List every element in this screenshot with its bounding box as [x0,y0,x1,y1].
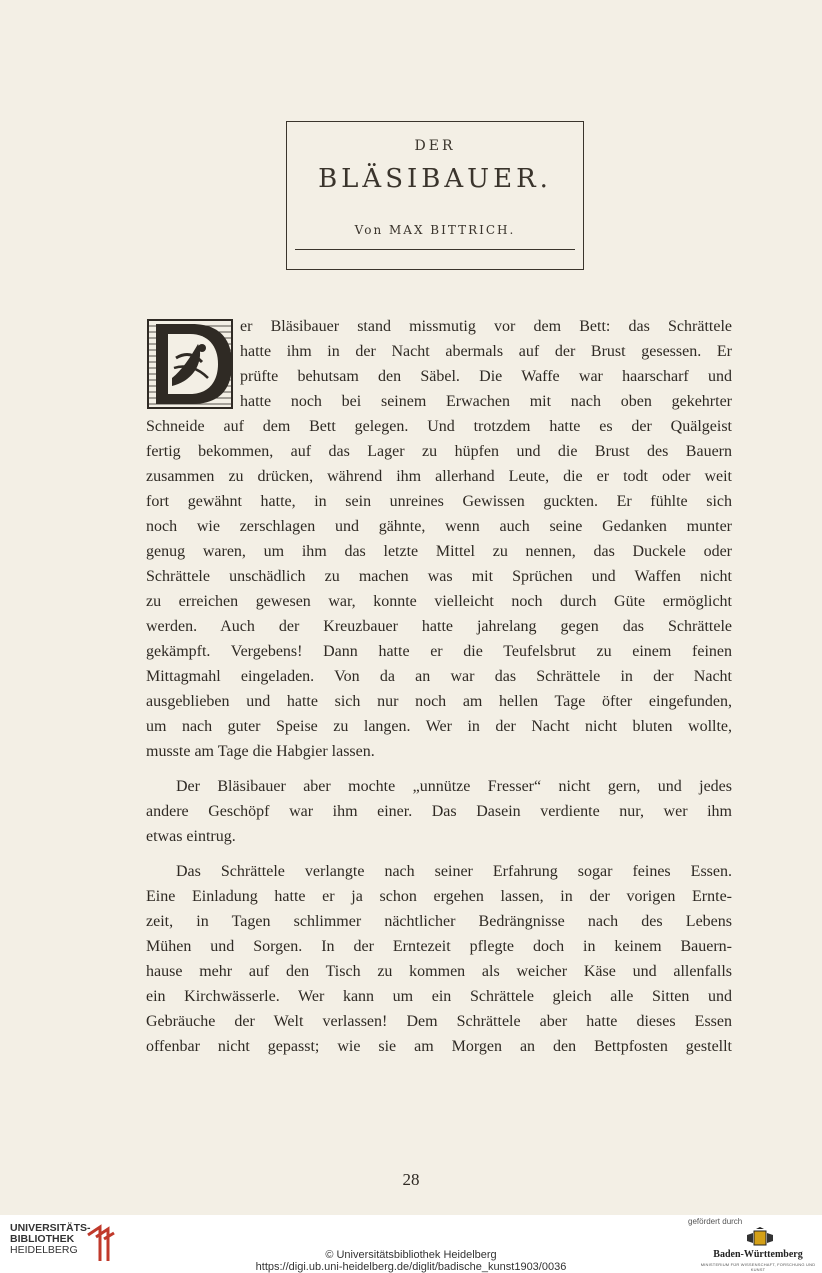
text-line: genug waren, um ihm das letzte Mittel zu nennen, das Duckele oder [146,543,732,560]
text-line: noch wie zerschlagen und gähnte, wenn auch seine Gedanken munter [146,518,732,535]
text-line: hatte ihm in der Nacht abermals auf der Brust gesessen. Er [240,343,732,360]
text-line: Mühen und Sorgen. In der Erntezeit pflegte doch in keinem Bauern- [146,938,732,955]
text-line: Schneide auf dem Bett gelegen. Und trotzdem hatte es der Quälgeist [146,418,732,435]
state-crest-icon [745,1227,775,1247]
text-line: er Bläsibauer stand missmutig vor dem Bett: das Schrättele [240,318,732,335]
text-line: ein Kirchwässerle. Wer kann um ein Schrättele gleich alle Sitten und [146,988,732,1005]
text-line: Der Bläsibauer aber mochte „unnütze Fresser“ nicht gern, und jedes [176,778,732,795]
text-line: um nach guter Speise zu langen. Wer in der Nacht nicht bluten wollte, [146,718,732,735]
text-line: offenbar nicht gepasst; wie sie am Morgen an den Bettpfosten gestellt [146,1038,732,1055]
text-line: Das Schrättele verlangte nach seiner Erfahrung sogar feines Essen. [176,863,732,880]
text-line: hause mehr auf den Tisch zu kommen als weicher Käse und allenfalls [146,963,732,980]
text-line: Eine Einladung hatte er ja schon ergehen lassen, in der vorigen Ernte- [146,888,732,905]
text-line: fort gewähnt hatte, in sein unreines Gewissen guckten. Er fühlte sich [146,493,732,510]
footer-bar [0,1215,822,1273]
copyright-text: © Universitätsbibliothek Heidelberg [325,1249,497,1261]
author-line: Von MAX BITTRICH. [354,223,516,237]
text-line: zeit, in Tagen schlimmer nächtlicher Bedrängnisse nach des Lebens [146,913,732,930]
text-line: zusammen zu drücken, während ihm allerhand Leute, die er todt oder weit [146,468,732,485]
funded-by-label: gefördert durch [688,1217,743,1226]
text-line: prüfte behutsam den Säbel. Die Waffe war haarscharf und [240,368,732,385]
copyright-block [0,1249,822,1273]
page-number: 28 [402,1170,420,1189]
text-line: andere Geschöpf war ihm einer. Das Dasein verdiente nur, wer ihm [146,803,732,820]
text-line: fertig bekommen, auf das Lager zu hüpfen und die Brust des Bauern [146,443,732,460]
text-line: gekämpft. Vergebens! Dann hatte er die Teufelsbrut zu einem feinen [146,643,732,660]
funder-name: Baden-Württemberg [713,1249,803,1260]
library-line3: HEIDELBERG [10,1244,78,1256]
article-title: BLÄSIBAUER. [318,164,552,194]
text-line: musste am Tage die Habgier lassen. [146,743,375,760]
title-divider [295,249,575,250]
text-line: Schrättele unschädlich zu machen was mit Sprüchen und Waffen nicht [146,568,732,585]
drop-cap-initial-d [146,318,234,410]
text-line: zu erreichen gewesen war, konnte vielleicht noch durch Güte ermöglicht [146,593,732,610]
title-pre: DER [414,138,456,154]
title-box [286,121,584,270]
library-line2: BIBLIOTHEK [10,1233,75,1245]
funder-ministry: MINISTERIUM FÜR WISSENSCHAFT, FORSCHUNG UND KUNST [700,1262,816,1272]
text-line: hatte noch bei seinem Erwachen mit nach oben gekehrter [240,393,732,410]
text-line: etwas eintrug. [146,828,236,845]
source-url[interactable]: https://digi.ub.uni-heidelberg.de/diglit/badische_kunst1903/0036 [255,1261,567,1273]
text-line: ausgeblieben und hatte sich nur noch am hellen Tage öfter eingefunden, [146,693,732,710]
library-line1: UNIVERSITÄTS- [10,1222,91,1234]
text-line: werden. Auch der Kreuzbauer hatte jahrelang gegen das Schrättele [146,618,732,635]
text-line: Gebräuche der Welt verlassen! Dem Schrättele aber hatte dieses Essen [146,1013,732,1030]
text-line: Mittagmahl eingeladen. Von da an war das Schrättele in der Nacht [146,668,732,685]
